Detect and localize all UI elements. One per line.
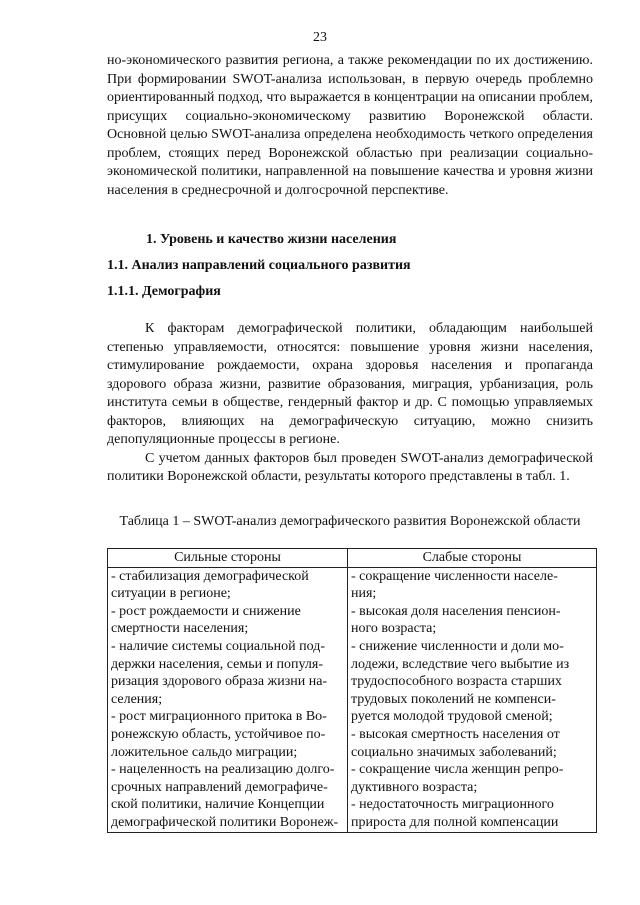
table-row <box>108 567 597 832</box>
strengths-cell <box>108 567 348 832</box>
section-heading-1-1-1: 1.1.1. Демография <box>107 284 221 299</box>
weaknesses-line: социально значимых заболеваний; <box>351 744 557 760</box>
weaknesses-header: Слабые стороны <box>348 549 597 568</box>
strengths-line: - нацеленность на реализацию долго- <box>111 762 335 778</box>
strengths-line: - рост миграционного притока в Во- <box>111 709 327 725</box>
weaknesses-line: - высокая смертность населения от <box>351 726 560 742</box>
page-number: 23 <box>313 30 327 45</box>
weaknesses-line: прироста для полной компенсации <box>351 814 559 830</box>
section-heading-1-1: 1.1. Анализ направлений социального развития <box>107 258 411 273</box>
section-heading-1: 1. Уровень и качество жизни населения <box>146 232 397 247</box>
weaknesses-line: руется молодой трудовой сменой; <box>351 709 553 725</box>
weaknesses-line: - недостаточность миграционного <box>351 797 554 813</box>
weaknesses-line: трудоспособного возраста старших <box>351 674 562 690</box>
strengths-line: срочных направлений демографиче- <box>111 779 328 795</box>
strengths-line: держки населения, семьи и популя- <box>111 656 324 672</box>
strengths-line: селения; <box>111 691 163 707</box>
weaknesses-line: - сокращение численности населе- <box>351 568 558 584</box>
intro-text: но-экономического развития региона, а также рекомендации по их достижению. При формировании SWOT-анализа использован, в первую очередь проблемно ориентированный подход, что выражается в концентрации на описании проблем, присущих социально-экономическому развитию Воронежской области. Основной целью SWOT-анализа определена необходимость четкого определения проблем, стоящих перед Воронежской областью при реализации социально-экономической политики, направленной на повышение качества и уровня жизни населения в среднесрочной и долгосрочной перспективе. <box>107 53 593 198</box>
weaknesses-line: - сокращение числа женщин репро- <box>351 762 564 778</box>
table-header-row <box>108 549 597 568</box>
strengths-line: демографической политики Воронеж- <box>111 814 339 830</box>
strengths-line: смертности населения; <box>111 621 249 637</box>
demography-text <box>107 320 593 487</box>
weaknesses-line: дуктивного возраста; <box>351 779 478 795</box>
swot-intro-paragraph: С учетом данных факторов был проведен SWOT-анализ демографической политики Воронежской области, результаты которого представлены в табл. 1. <box>107 450 593 484</box>
strengths-line: - наличие системы социальной под- <box>111 638 325 654</box>
weaknesses-cell <box>348 567 597 832</box>
strengths-header: Сильные стороны <box>108 549 348 568</box>
strengths-line: - рост рождаемости и снижение <box>111 603 301 619</box>
weaknesses-line: ния; <box>351 586 377 602</box>
weaknesses-line: ного возраста; <box>351 621 437 637</box>
weaknesses-line: трудовых поколений не компенси- <box>351 691 556 707</box>
factors-paragraph: К факторам демографической политики, обладающим наибольшей степенью управляемости, относятся: повышение уровня жизни населения, стимулирование рождаемости, охрана здоровья населения и пропаганда здорового образа жизни, развитие образования, миграция, урбанизация, роль института семьи в обществе, гендерный фактор и др. С помощью управляемых факторов, влияющих на демографическую ситуацию, можно снизить депопуляционные процессы в регионе. <box>107 321 593 447</box>
swot-table <box>107 548 597 833</box>
strengths-line: ложительное сальдо миграции; <box>111 744 298 760</box>
weaknesses-line: - высокая доля населения пенсион- <box>351 603 561 619</box>
intro-paragraph <box>107 52 593 200</box>
strengths-line: ской политики, наличие Концепции <box>111 797 325 813</box>
table-caption: Таблица 1 – SWOT-анализ демографического развития Воронежской области <box>119 514 581 529</box>
weaknesses-line: - снижение численности и доли мо- <box>351 638 564 654</box>
strengths-line: ризация здорового образа жизни на- <box>111 674 328 690</box>
weaknesses-line: лодежи, вследствие чего выбытие из <box>351 656 570 672</box>
strengths-line: ронежскую область, устойчивое по- <box>111 726 326 742</box>
strengths-line: - стабилизация демографической <box>111 568 309 584</box>
strengths-line: ситуации в регионе; <box>111 586 231 602</box>
